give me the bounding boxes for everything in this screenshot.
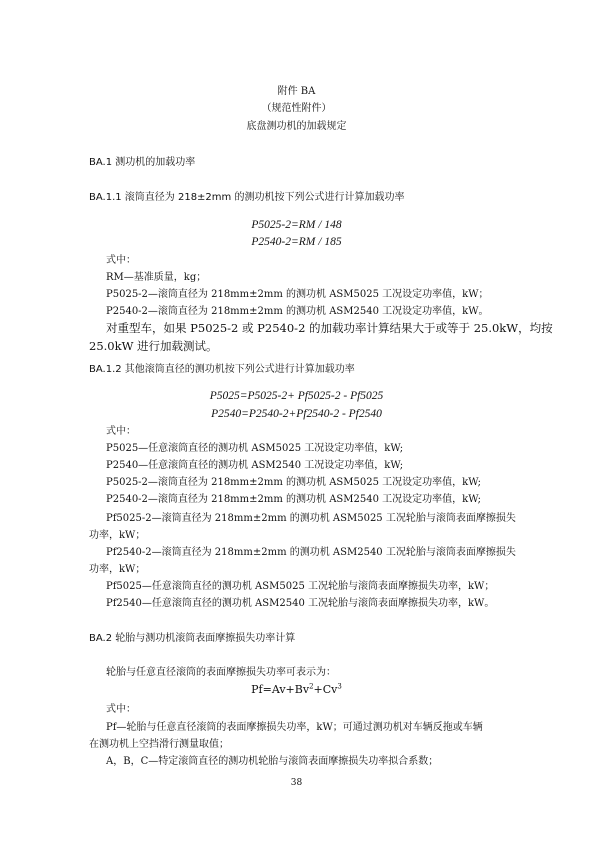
formula-p5025-2: P5025-2=RM / 148 [251, 219, 342, 231]
section-heading-ba1-1: BA.1.1 滚筒直径为 218±2mm 的测功机按下列公式进行计算加载功率 [89, 192, 405, 203]
page-title: 底盘测功机的加载规定 [246, 121, 347, 132]
definition-item: Pf2540—任意滚筒直径的测功机 ASM2540 工况轮胎与滚筒表面摩擦损失功率，kW。 [106, 598, 495, 609]
appendix-category: （规范性附件） [261, 103, 332, 114]
formula-p2540: P2540=P2540-2+Pf2540-2 - Pf2540 [211, 408, 382, 420]
where-label: 式中： [106, 255, 136, 266]
appendix-label: 附件 BA [277, 86, 316, 97]
note-line: 对重型车，如果 P5025-2 或 P2540-2 的加载功率计算结果大于或等于 25.0kW，均按 [106, 321, 553, 335]
intro-text: 轮胎与任意直径滚筒的表面摩擦损失功率可表示为： [106, 667, 336, 678]
where-label: 式中： [106, 426, 136, 437]
note-line: 25.0kW 进行加载测试。 [89, 339, 218, 353]
where-label: 式中： [106, 704, 136, 715]
definition-continuation: 在测功机上空挡滑行测量取值； [89, 739, 229, 750]
formula-p5025: P5025=P5025-2+ Pf5025-2 - Pf5025 [209, 390, 384, 402]
formula-pf: $Pf=Av+Bv^2+Cv^3$ [251, 682, 342, 696]
section-heading-ba1-2: BA.1.2 其他滚筒直径的测功机按下列公式进行计算加载功率 [89, 364, 355, 375]
definition-item: P5025—任意滚筒直径的测功机 ASM5025 工况设定功率值，kW; [106, 443, 404, 454]
formula-p2540-2: P2540-2=RM / 185 [251, 236, 342, 248]
definition-item: P5025-2—滚筒直径为 218mm±2mm 的测功机 ASM5025 工况设定功率值，kW； [106, 289, 489, 300]
definition-item: P2540-2—滚筒直径为 218mm±2mm 的测功机 ASM2540 工况设定功率值，kW; [106, 494, 481, 505]
definition-item: P2540-2—滚筒直径为 218mm±2mm 的测功机 ASM2540 工况设定功率值，kW。 [106, 306, 489, 317]
section-heading-ba1: BA.1 测功机的加载功率 [89, 157, 196, 168]
definition-continuation: 功率，kW； [89, 530, 146, 541]
section-heading-ba2: BA.2 轮胎与测功机滚筒表面摩擦损失功率计算 [89, 633, 296, 644]
definition-item: P2540—任意滚筒直径的测功机 ASM2540 工况设定功率值，kW; [106, 460, 404, 471]
definition-item: Pf—轮胎与任意直径滚筒的表面摩擦损失功率，kW；可通过测功机对车辆反拖或车辆 [106, 722, 483, 733]
definition-item: Pf5025—任意滚筒直径的测功机 ASM5025 工况轮胎与滚筒表面摩擦损失功率，kW； [106, 581, 495, 592]
definition-continuation: 功率，kW； [89, 564, 146, 575]
definition-item: A，B，C—特定滚筒直径的测功机轮胎与滚筒表面摩擦损失功率拟合系数； [106, 756, 439, 767]
definition-item: RM—基准质量，kg； [106, 272, 207, 283]
definition-item: Pf2540-2—滚筒直径为 218mm±2mm 的测功机 ASM2540 工况轮胎与滚筒表面摩擦损失 [106, 547, 516, 558]
definition-item: Pf5025-2—滚筒直径为 218mm±2mm 的测功机 ASM5025 工况轮胎与滚筒表面摩擦损失 [106, 513, 516, 524]
page-number: 38 [290, 778, 303, 788]
definition-item: P5025-2—滚筒直径为 218mm±2mm 的测功机 ASM5025 工况设定功率值，kW; [106, 477, 481, 488]
